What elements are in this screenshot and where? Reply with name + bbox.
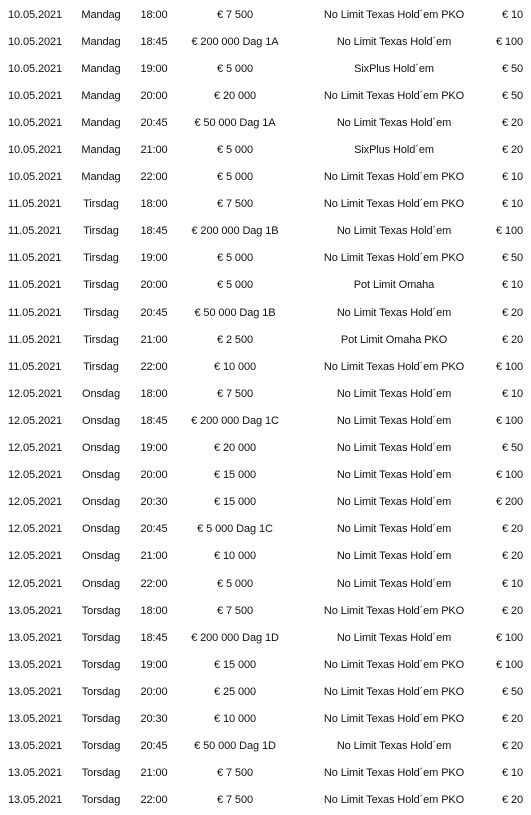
date-cell: 11.05.2021 [8,360,62,373]
buy-in-cell: € 10 [501,279,523,292]
game-type-cell: No Limit Texas Hold´em PKO [323,171,465,184]
guarantee-cell: € 7 500 [216,604,253,617]
game-type-cell: No Limit Texas Hold´em PKO [323,8,465,21]
game-type-cell: No Limit Texas Hold´em [336,550,452,563]
guarantee-cell: € 200 000 Dag 1A [191,35,279,48]
buy-in-cell: € 10 [501,767,523,780]
guarantee-cell: € 5 000 [216,252,253,265]
date-cell: 13.05.2021 [8,794,63,807]
start-time-cell: 19:00 [140,658,168,671]
date-cell: 13.05.2021 [8,740,63,753]
buy-in-cell: € 50 [501,89,523,102]
date-cell: 12.05.2021 [8,442,63,455]
weekday-cell: Onsdag [82,387,120,400]
guarantee-cell: € 10 000 [213,712,257,725]
weekday-cell: Tirsdag [83,306,119,319]
game-type-cell: No Limit Texas Hold´em PKO [323,685,465,698]
date-cell: 13.05.2021 [8,631,63,644]
table-row [0,136,531,163]
start-time-cell: 18:45 [140,225,168,238]
weekday-cell: Tirsdag [83,198,119,211]
table-row [0,570,531,597]
table-row [0,218,531,245]
buy-in-cell: € 50 [501,62,523,75]
guarantee-cell: € 7 500 [216,794,253,807]
guarantee-cell: € 10 000 [213,550,257,563]
guarantee-cell: € 25 000 [213,685,257,698]
buy-in-cell: € 20 [501,794,523,807]
weekday-cell: Mandag [81,144,121,157]
date-cell: 10.05.2021 [8,116,63,129]
buy-in-cell: € 20 [501,144,523,157]
table-row [0,380,531,407]
guarantee-cell: € 15 000 [213,496,257,509]
start-time-cell: 21:00 [140,767,168,780]
buy-in-cell: € 100 [495,469,523,482]
buy-in-cell: € 20 [501,333,523,346]
guarantee-cell: € 15 000 [213,658,257,671]
weekday-cell: Mandag [81,62,121,75]
start-time-cell: 19:00 [140,252,168,265]
weekday-cell: Torsdag [81,631,121,644]
game-type-cell: No Limit Texas Hold´em [336,469,452,482]
game-type-cell: SixPlus Hold´em [354,62,434,75]
start-time-cell: 18:00 [140,604,168,617]
table-row [0,245,531,272]
game-type-cell: No Limit Texas Hold´em PKO [323,767,465,780]
game-type-cell: No Limit Texas Hold´em PKO [323,89,465,102]
table-row [0,435,531,462]
guarantee-cell: € 7 500 [216,387,253,400]
buy-in-cell: € 100 [495,658,523,671]
game-type-cell: No Limit Texas Hold´em [336,225,452,238]
table-row [0,760,531,787]
guarantee-cell: € 10 000 [213,360,257,373]
weekday-cell: Torsdag [81,604,121,617]
date-cell: 11.05.2021 [8,252,62,265]
table-row [0,55,531,82]
weekday-cell: Tirsdag [83,333,119,346]
table-row [0,678,531,705]
date-cell: 13.05.2021 [8,712,63,725]
game-type-cell: SixPlus Hold´em [354,144,434,157]
buy-in-cell: € 100 [495,35,523,48]
buy-in-cell: € 20 [501,604,523,617]
weekday-cell: Torsdag [81,794,121,807]
start-time-cell: 22:00 [140,577,168,590]
start-time-cell: 20:00 [140,89,168,102]
game-type-cell: No Limit Texas Hold´em [336,35,452,48]
buy-in-cell: € 20 [501,740,523,753]
weekday-cell: Mandag [81,89,121,102]
weekday-cell: Onsdag [82,550,120,563]
game-type-cell: No Limit Texas Hold´em [336,442,452,455]
table-row [0,462,531,489]
guarantee-cell: € 7 500 [216,767,253,780]
date-cell: 11.05.2021 [8,333,62,346]
date-cell: 10.05.2021 [8,35,63,48]
table-row [0,164,531,191]
buy-in-cell: € 20 [501,116,523,129]
date-cell: 11.05.2021 [8,306,62,319]
table-row [0,109,531,136]
weekday-cell: Mandag [81,8,121,21]
game-type-cell: No Limit Texas Hold´em [336,116,452,129]
table-row [0,705,531,732]
start-time-cell: 22:00 [140,171,168,184]
game-type-cell: No Limit Texas Hold´em [336,496,452,509]
game-type-cell: No Limit Texas Hold´em PKO [323,794,465,807]
guarantee-cell: € 5 000 [216,144,253,157]
weekday-cell: Tirsdag [83,225,119,238]
weekday-cell: Onsdag [82,442,120,455]
weekday-cell: Onsdag [82,414,120,427]
weekday-cell: Torsdag [81,767,121,780]
table-row [0,543,531,570]
date-cell: 10.05.2021 [8,89,63,102]
weekday-cell: Tirsdag [83,252,119,265]
guarantee-cell: € 20 000 [213,442,257,455]
buy-in-cell: € 20 [501,306,523,319]
guarantee-cell: € 200 000 Dag 1B [191,225,279,238]
guarantee-cell: € 15 000 [213,469,257,482]
date-cell: 10.05.2021 [8,171,63,184]
date-cell: 12.05.2021 [8,387,63,400]
table-row [0,82,531,109]
guarantee-cell: € 5 000 [216,279,253,292]
buy-in-cell: € 20 [501,550,523,563]
weekday-cell: Tirsdag [83,279,119,292]
date-cell: 10.05.2021 [8,62,63,75]
game-type-cell: No Limit Texas Hold´em [336,631,452,644]
start-time-cell: 20:00 [140,685,168,698]
game-type-cell: No Limit Texas Hold´em [336,306,452,319]
weekday-cell: Onsdag [82,523,120,536]
start-time-cell: 20:00 [140,279,168,292]
date-cell: 13.05.2021 [8,767,63,780]
game-type-cell: No Limit Texas Hold´em [336,577,452,590]
game-type-cell: No Limit Texas Hold´em [336,523,452,536]
buy-in-cell: € 100 [495,360,523,373]
date-cell: 12.05.2021 [8,414,63,427]
guarantee-cell: € 20 000 [213,89,257,102]
table-row [0,787,531,814]
buy-in-cell: € 20 [501,523,523,536]
weekday-cell: Mandag [81,171,121,184]
weekday-cell: Onsdag [82,577,120,590]
start-time-cell: 18:45 [140,631,168,644]
weekday-cell: Onsdag [82,496,120,509]
game-type-cell: No Limit Texas Hold´em PKO [323,604,465,617]
game-type-cell: No Limit Texas Hold´em PKO [323,198,465,211]
start-time-cell: 21:00 [140,333,168,346]
table-row [0,272,531,299]
table-row [0,28,531,55]
start-time-cell: 20:45 [140,523,168,536]
buy-in-cell: € 100 [495,414,523,427]
weekday-cell: Torsdag [81,712,121,725]
tournament-schedule-table [0,1,531,814]
date-cell: 13.05.2021 [8,685,63,698]
weekday-cell: Mandag [81,35,121,48]
start-time-cell: 18:45 [140,414,168,427]
guarantee-cell: € 200 000 Dag 1C [191,414,279,427]
buy-in-cell: € 50 [501,685,523,698]
weekday-cell: Onsdag [82,469,120,482]
weekday-cell: Torsdag [81,658,121,671]
table-row [0,326,531,353]
start-time-cell: 19:00 [140,62,168,75]
guarantee-cell: € 5 000 [216,577,253,590]
table-row [0,651,531,678]
start-time-cell: 18:00 [140,198,168,211]
date-cell: 10.05.2021 [8,8,63,21]
start-time-cell: 22:00 [140,794,168,807]
table-row [0,299,531,326]
game-type-cell: No Limit Texas Hold´em PKO [323,360,465,373]
weekday-cell: Tirsdag [83,360,119,373]
game-type-cell: No Limit Texas Hold´em [336,387,452,400]
buy-in-cell: € 100 [495,631,523,644]
game-type-cell: Pot Limit Omaha PKO [340,333,448,346]
start-time-cell: 18:45 [140,35,168,48]
guarantee-cell: € 5 000 Dag 1C [197,523,273,536]
game-type-cell: No Limit Texas Hold´em PKO [323,252,465,265]
table-row [0,516,531,543]
table-row [0,353,531,380]
schedule-body [0,1,531,814]
buy-in-cell: € 20 [501,712,523,725]
date-cell: 11.05.2021 [8,279,62,292]
start-time-cell: 20:45 [140,306,168,319]
buy-in-cell: € 10 [501,577,523,590]
start-time-cell: 20:45 [140,116,168,129]
guarantee-cell: € 5 000 [216,171,253,184]
guarantee-cell: € 5 000 [216,62,253,75]
table-row [0,407,531,434]
buy-in-cell: € 10 [501,171,523,184]
guarantee-cell: € 2 500 [216,333,253,346]
buy-in-cell: € 50 [501,252,523,265]
table-row [0,597,531,624]
buy-in-cell: € 10 [501,198,523,211]
date-cell: 13.05.2021 [8,604,63,617]
buy-in-cell: € 100 [495,225,523,238]
start-time-cell: 21:00 [140,550,168,563]
start-time-cell: 20:00 [140,469,168,482]
date-cell: 13.05.2021 [8,658,63,671]
guarantee-cell: € 50 000 Dag 1D [194,740,276,753]
guarantee-cell: € 50 000 Dag 1A [194,116,276,129]
date-cell: 10.05.2021 [8,144,63,157]
date-cell: 11.05.2021 [8,198,62,211]
start-time-cell: 22:00 [140,360,168,373]
buy-in-cell: € 200 [495,496,523,509]
weekday-cell: Mandag [81,116,121,129]
table-row [0,624,531,651]
start-time-cell: 21:00 [140,144,168,157]
date-cell: 11.05.2021 [8,225,62,238]
buy-in-cell: € 50 [501,442,523,455]
game-type-cell: Pot Limit Omaha [353,279,435,292]
date-cell: 12.05.2021 [8,550,63,563]
start-time-cell: 18:00 [140,8,168,21]
game-type-cell: No Limit Texas Hold´em [336,414,452,427]
date-cell: 12.05.2021 [8,523,63,536]
game-type-cell: No Limit Texas Hold´em [336,740,452,753]
guarantee-cell: € 7 500 [216,198,253,211]
start-time-cell: 20:30 [140,496,168,509]
buy-in-cell: € 10 [501,387,523,400]
guarantee-cell: € 7 500 [216,8,253,21]
table-row [0,489,531,516]
start-time-cell: 20:45 [140,740,168,753]
start-time-cell: 20:30 [140,712,168,725]
date-cell: 12.05.2021 [8,469,63,482]
guarantee-cell: € 50 000 Dag 1B [194,306,276,319]
weekday-cell: Torsdag [81,740,121,753]
start-time-cell: 19:00 [140,442,168,455]
game-type-cell: No Limit Texas Hold´em PKO [323,658,465,671]
weekday-cell: Torsdag [81,685,121,698]
table-row [0,733,531,760]
table-row [0,1,531,28]
date-cell: 12.05.2021 [8,577,63,590]
buy-in-cell: € 10 [501,8,523,21]
date-cell: 12.05.2021 [8,496,63,509]
start-time-cell: 18:00 [140,387,168,400]
game-type-cell: No Limit Texas Hold´em PKO [323,712,465,725]
guarantee-cell: € 200 000 Dag 1D [191,631,279,644]
table-row [0,191,531,218]
